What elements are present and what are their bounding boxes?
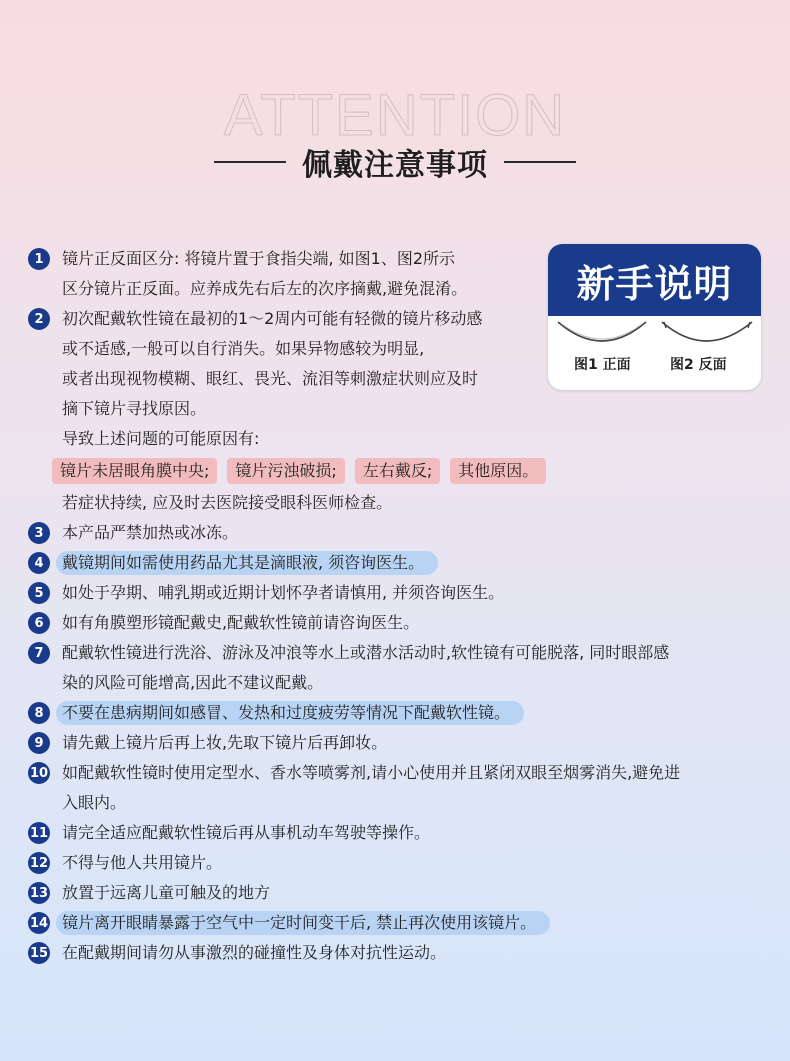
fig1-caption: 图1 正面 <box>574 357 631 373</box>
item-number-badge: 11 <box>28 822 50 844</box>
fig2-caption: 图2 反面 <box>670 357 727 373</box>
item-number-badge: 3 <box>28 522 50 544</box>
item-text-line: 放置于远离儿童可触及的地方 <box>62 883 271 902</box>
item-number-badge: 1 <box>28 248 50 270</box>
item-text-line: 请先戴上镜片后再上妆,先取下镜片后再卸妆。 <box>62 733 388 752</box>
cause-tag: 其他原因。 <box>450 458 546 484</box>
attention-watermark: ATTENTION <box>223 83 567 148</box>
list-item <box>28 938 768 968</box>
list-item <box>28 548 768 578</box>
attention-list <box>28 244 768 968</box>
item-text-line: 区分镜片正反面。应养成先右后左的次序摘戴,避免混淆。 <box>62 279 468 298</box>
list-item <box>28 818 768 848</box>
item-number-badge: 7 <box>28 642 50 664</box>
item-text-line <box>62 908 768 938</box>
item-text-line: 镜片正反面区分: 将镜片置于食指尖端, 如图1、图2所示 <box>62 249 456 268</box>
item-number-badge: 12 <box>28 852 50 874</box>
item-text-line <box>62 698 768 728</box>
item-number-badge: 14 <box>28 912 50 934</box>
item-text-line: 如配戴软性镜时使用定型水、香水等喷雾剂,请小心使用并且紧闭双眼至烟雾消失,避免进 <box>62 763 681 782</box>
cause-tags <box>52 454 768 488</box>
item-text-line: 本产品严禁加热或冰冻。 <box>62 523 239 542</box>
item-text-line: 或不适感,一般可以自行消失。如果异物感较为明显, <box>62 339 425 358</box>
item-number-badge: 9 <box>28 732 50 754</box>
item-text-line: 导致上述问题的可能原因有: <box>62 429 260 448</box>
item-number-badge: 13 <box>28 882 50 904</box>
highlighted-text: 不要在患病期间如感冒、发热和过度疲劳等情况下配戴软性镜。 <box>56 701 524 725</box>
item-text-line: 摘下镜片寻找原因。 <box>62 399 207 418</box>
item-number-badge: 4 <box>28 552 50 574</box>
list-item <box>28 608 768 638</box>
list-item <box>28 518 768 548</box>
item-number-badge: 6 <box>28 612 50 634</box>
beginner-guide-title: 新手说明 <box>548 244 761 316</box>
item-text-line <box>62 548 768 578</box>
cause-tag: 镜片未居眼角膜中央; <box>52 458 217 484</box>
title-rule-left <box>214 161 286 163</box>
item-number-badge: 15 <box>28 942 50 964</box>
title-row <box>0 140 790 184</box>
item-text-line: 如处于孕期、哺乳期或近期计划怀孕者请慎用, 并须咨询医生。 <box>62 583 505 602</box>
list-item <box>28 908 768 938</box>
list-item <box>28 848 768 878</box>
list-item <box>28 304 768 518</box>
page-title: 佩戴注意事项 <box>302 148 488 183</box>
item-number-badge: 10 <box>28 762 50 784</box>
item-text-line: 配戴软性镜进行洗浴、游泳及冲浪等水上或潜水活动时,软性镜有可能脱落, 同时眼部感 <box>62 643 670 662</box>
list-item <box>28 578 768 608</box>
item-number-badge: 8 <box>28 702 50 724</box>
item-text-line: 如有角膜塑形镜配戴史,配戴软性镜前请咨询医生。 <box>62 613 420 632</box>
item-text-line: 初次配戴软性镜在最初的1～2周内可能有轻微的镜片移动感 <box>62 309 483 328</box>
cause-tag: 镜片污浊破损; <box>227 458 344 484</box>
item-text-line: 染的风险可能增高,因此不建议配戴。 <box>62 673 324 692</box>
list-item <box>28 878 768 908</box>
item-text-line: 若症状持续, 应及时去医院接受眼科医师检查。 <box>62 493 393 512</box>
item-text-line: 不得与他人共用镜片。 <box>62 853 223 872</box>
item-text-line: 或者出现视物模糊、眼红、畏光、流泪等刺激症状则应及时 <box>62 369 479 388</box>
item-text-line: 请完全适应配戴软性镜后再从事机动车驾驶等操作。 <box>62 823 431 842</box>
item-text-line: 在配戴期间请勿从事激烈的碰撞性及身体对抗性运动。 <box>62 943 447 962</box>
list-item <box>28 758 768 818</box>
title-rule-right <box>504 161 576 163</box>
item-number-badge: 2 <box>28 308 50 330</box>
list-item <box>28 244 768 304</box>
list-item <box>28 728 768 758</box>
item-number-badge: 5 <box>28 582 50 604</box>
highlighted-text: 戴镜期间如需使用药品尤其是滴眼液, 须咨询医生。 <box>56 551 438 575</box>
highlighted-text: 镜片离开眼睛暴露于空气中一定时间变干后, 禁止再次使用该镜片。 <box>56 911 550 935</box>
cause-tag: 左右戴反; <box>355 458 440 484</box>
item-text-line: 入眼内。 <box>62 793 127 812</box>
list-item <box>28 638 768 698</box>
list-item <box>28 698 768 728</box>
